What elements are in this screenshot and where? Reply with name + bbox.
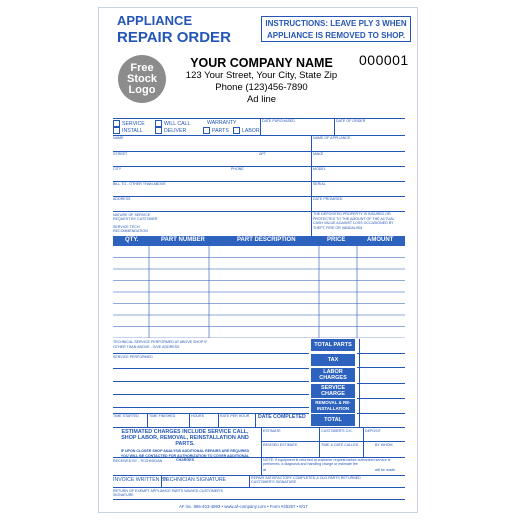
instructions-box: INSTRUCTIONS: LEAVE PLY 3 WHEN APPLIANCE IS REMOVED TO SHOP. bbox=[261, 16, 411, 42]
at-field[interactable]: at bbox=[263, 468, 266, 472]
parts-table-grid bbox=[113, 246, 405, 338]
form-footer: AF inc. 866-403-4893 • www.af-company.com • Form #45267 • 8/17 bbox=[179, 504, 308, 509]
checkbox-icon bbox=[155, 120, 162, 127]
warranty-label: WARRANTY bbox=[207, 120, 237, 126]
time-started-field[interactable]: TIME STARTED bbox=[113, 414, 140, 418]
service-performed-field[interactable]: SERVICE PERFORMED bbox=[113, 355, 153, 359]
return-note: NOTE: If equipment is returned at customer request before authorized service is performed, a diagnosis and handling charge or estimate fee bbox=[263, 458, 391, 466]
checkbox-icon bbox=[233, 127, 240, 134]
checkbox-install[interactable] bbox=[113, 127, 143, 134]
model-field[interactable]: MODEL bbox=[313, 167, 326, 171]
street-field[interactable]: STREET bbox=[113, 152, 128, 156]
technician-signature-field[interactable]: TECHNICIAN SIGNATURE bbox=[163, 477, 227, 483]
customers-ok-field[interactable]: CUSTOMER'S O.K. bbox=[321, 429, 353, 433]
will-be-made-text: will be made. bbox=[375, 468, 396, 472]
bill-to-field[interactable]: BILL TO - OTHER THAN ABOVE bbox=[113, 182, 166, 186]
checkbox-icon bbox=[113, 120, 120, 127]
repair-satisfactory-signature[interactable]: REPAIR SATISFACTORY COMPLETED & OLD PARTS RETURNED CUSTOMER'S SIGNATURE bbox=[251, 476, 361, 484]
checkbox-label: PARTS bbox=[212, 127, 229, 134]
checkbox-service[interactable] bbox=[113, 120, 145, 127]
checkbox-label: LABOR bbox=[242, 127, 260, 134]
company-ad-line: Ad line bbox=[246, 94, 277, 105]
invoice-written-field[interactable]: INVOICE WRITTEN BY: bbox=[113, 477, 169, 483]
company-logo bbox=[118, 55, 166, 103]
order-number: 000001 bbox=[359, 52, 409, 68]
make-field[interactable]: MAKE bbox=[313, 152, 324, 156]
labor-charges-label: LABOR CHARGES bbox=[311, 368, 355, 382]
deposit-field[interactable]: DEPOSIT bbox=[365, 429, 381, 433]
checkbox-parts[interactable] bbox=[203, 127, 229, 134]
nature-of-service-field[interactable]: NATURE OF SERVICE REQUEST BY CUSTOMER bbox=[113, 213, 158, 221]
time-date-called-field[interactable]: TIME & DATE CALLED bbox=[321, 443, 359, 447]
logo-text: Free Stock Logo bbox=[127, 61, 157, 96]
form-title-repair-order: REPAIR ORDER bbox=[117, 29, 231, 46]
total-parts-label: TOTAL PARTS bbox=[311, 339, 355, 351]
parts-table-header bbox=[113, 236, 405, 246]
checkbox-label: INSTALL bbox=[122, 127, 143, 134]
revised-estimate-field[interactable]: REVISED ESTIMATE bbox=[263, 443, 298, 447]
company-phone: Phone (123)456-7890 bbox=[215, 82, 308, 93]
checkbox-will-call[interactable] bbox=[155, 120, 190, 127]
company-name: YOUR COMPANY NAME bbox=[190, 56, 333, 70]
estimate-field[interactable]: ESTIMATE bbox=[263, 429, 281, 433]
total-label: TOTAL bbox=[311, 414, 355, 426]
technical-service-field[interactable]: TECHNICAL SERVICE PERFORMED AT ABOVE SHOP IF OTHER THAN ABOVE - GIVE ADDRESS bbox=[113, 340, 208, 349]
checkbox-labor[interactable] bbox=[233, 127, 260, 134]
checkbox-icon bbox=[155, 127, 162, 134]
checkbox-icon bbox=[113, 127, 120, 134]
col-amount: AMOUNT bbox=[367, 237, 394, 243]
parts-table-body[interactable] bbox=[113, 246, 405, 338]
checkbox-label: DELIVER bbox=[164, 127, 187, 134]
date-completed-field[interactable]: DATE COMPLETED bbox=[258, 414, 306, 420]
checkbox-deliver[interactable] bbox=[155, 127, 186, 134]
estimated-charges-title: ESTIMATED CHARGES INCLUDE SERVICE CALL, SHOP LABOR, REMOVAL, REINSTALLATION AND PARTS. bbox=[121, 429, 249, 447]
checkbox-icon bbox=[203, 127, 210, 134]
service-charge-label: SERVICE CHARGE bbox=[311, 384, 355, 398]
company-block bbox=[174, 56, 349, 106]
repair-order-form bbox=[98, 7, 418, 513]
date-purchased-field[interactable]: DATE PURCHASED bbox=[262, 119, 295, 123]
tax-label: TAX bbox=[311, 354, 355, 366]
time-finished-field[interactable]: TIME FINISHED bbox=[149, 414, 176, 418]
address-field[interactable]: ADDRESS bbox=[113, 197, 131, 201]
company-address: 123 Your Street, Your City, State Zip bbox=[185, 70, 338, 81]
serial-field[interactable]: SERIAL bbox=[313, 182, 326, 186]
return-exempt-signature[interactable]: RETURN OF EXEMPT APPLIANCE PARTS WAIVED CUSTOMER'S SIGNATURE bbox=[113, 489, 223, 497]
col-qty: QTY. bbox=[125, 237, 139, 243]
estimated-charges-note: IF UPON CLOSER SHOP ANALYSIS ADDITIONAL REPAIRS ARE REQUIRED YOU WILL BE CONTACTED FOR AUTHORIZATION TO COVER ADDITIONAL CHARGES bbox=[120, 449, 250, 463]
name-field[interactable]: NAME bbox=[113, 136, 124, 140]
date-promised-field[interactable]: DATE PROMISED bbox=[313, 197, 343, 201]
city-field[interactable]: CITY bbox=[113, 167, 122, 171]
col-price: PRICE bbox=[327, 237, 346, 243]
checkbox-label: SERVICE bbox=[122, 120, 145, 127]
date-of-order-field[interactable]: DATE OF ORDER bbox=[336, 119, 366, 123]
apt-field[interactable]: APT bbox=[259, 152, 266, 156]
deposit-insured-note: THE DEPOSITED PROPERTY IS INSURED OR PROTECTED TO THE AMOUNT OF THE ACTUAL CASH VALUE AGAINST LOSS OCCASIONED BY THEFT, FIRE OR VANDALISM bbox=[313, 212, 395, 230]
checkbox-label: WILL CALL bbox=[164, 120, 191, 127]
by-whom-field[interactable]: BY WHOM bbox=[375, 443, 393, 447]
phone-field[interactable]: PHONE bbox=[231, 167, 244, 171]
col-part-description: PART DESCRIPTION bbox=[237, 237, 296, 243]
removal-label: REMOVAL & RE-INSTALLATION bbox=[311, 399, 355, 413]
name-of-appliance-field[interactable]: NAME OF APPLIANCE bbox=[313, 136, 351, 140]
rate-per-hour-field[interactable]: RATE PER HOUR bbox=[220, 414, 250, 418]
hours-field[interactable]: HOURS bbox=[191, 414, 204, 418]
form-title-appliance: APPLIANCE bbox=[117, 13, 193, 28]
service-tech-field[interactable]: SERVICE TECH RECOMMENDATION bbox=[113, 225, 148, 233]
col-part-number: PART NUMBER bbox=[161, 237, 205, 243]
received-by-field[interactable]: RECEIVED BY - TECHNICIAN bbox=[113, 459, 163, 463]
